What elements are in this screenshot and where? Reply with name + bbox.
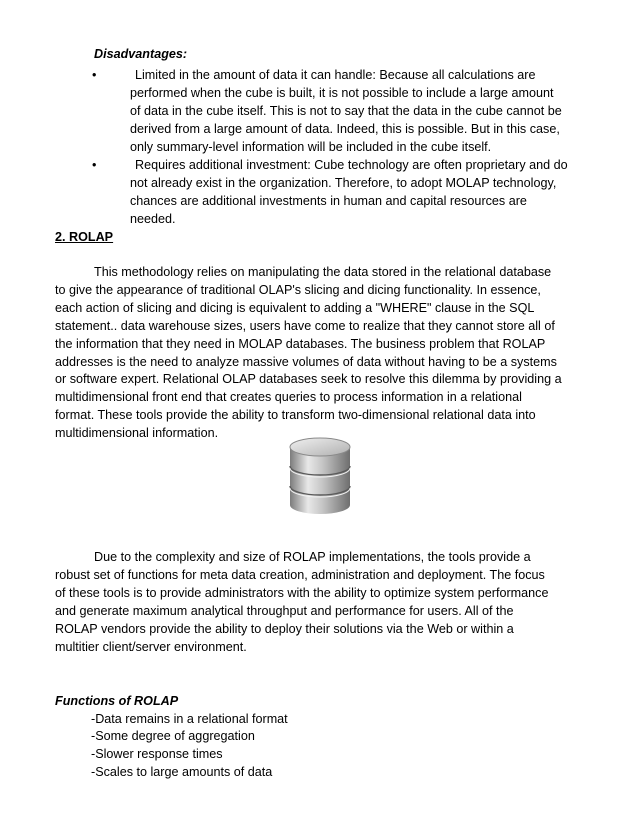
bullet1-line: of data in the cube itself. This is not to say that the data in the cube cannot be xyxy=(130,104,562,118)
database-icon xyxy=(287,437,353,517)
list-item: -Slower response times xyxy=(91,747,223,761)
bullet2-line: not already exist in the organization. Therefore, to adopt MOLAP technology, xyxy=(130,176,557,190)
bullet2-line: chances are additional investments in human and capital resources are xyxy=(130,194,527,208)
bullet1-line: derived from a large amount of data. Indeed, this is possible. But in this case, xyxy=(130,122,560,136)
paragraph-line: ROLAP vendors provide the ability to deploy their solutions via the Web or within a xyxy=(55,622,514,636)
paragraph-line: This methodology relies on manipulating the data stored in the relational database xyxy=(94,265,552,279)
rolap-heading: 2. ROLAP xyxy=(55,230,114,244)
paragraph-line: the information that they need in MOLAP databases. The business problem that ROLAP xyxy=(55,337,546,351)
list-item: -Scales to large amounts of data xyxy=(91,765,273,779)
paragraph-line: or software expert. Relational OLAP databases seek to resolve this dilemma by providing a xyxy=(55,372,562,386)
paragraph-line: of these tools is to provide administrators with the ability to optimize system performance xyxy=(55,586,549,600)
paragraph-line: robust set of functions for meta data creation, administration and deployment. The focus xyxy=(55,568,545,582)
paragraph-line: statement.. data warehouse sizes, users have come to realize that they cannot store all of xyxy=(55,319,555,333)
functions-heading: Functions of ROLAP xyxy=(55,694,179,708)
bullet-marker: • xyxy=(92,158,97,172)
list-item: -Data remains in a relational format xyxy=(91,712,288,726)
paragraph-line: multidimensional information. xyxy=(55,426,219,440)
paragraph-line: multitier client/server environment. xyxy=(55,640,247,654)
bullet1-line: Limited in the amount of data it can handle: Because all calculations are xyxy=(135,68,536,82)
paragraph-line: each action of slicing and dicing is equivalent to adding a "WHERE" clause in the SQL xyxy=(55,301,535,315)
bullet1-line: performed when the cube is built, it is not possible to include a large amount xyxy=(130,86,554,100)
paragraph-line: and generate maximum analytical throughput and performance for users. All of the xyxy=(55,604,514,618)
paragraph-line: addresses is the need to analyze massive volumes of data without having to be a systems xyxy=(55,355,557,369)
paragraph-line: format. These tools provide the ability to transform two-dimensional relational data into xyxy=(55,408,536,422)
bullet2-line: Requires additional investment: Cube technology are often proprietary and do xyxy=(135,158,568,172)
bullet1-line: only summary-level information will be included in the cube itself. xyxy=(130,140,492,154)
paragraph-line: multidimensional front end that creates queries to process information in a relational xyxy=(55,390,522,404)
bullet2-line: needed. xyxy=(130,212,176,226)
list-item: -Some degree of aggregation xyxy=(91,729,255,743)
paragraph-line: to give the appearance of traditional OLAP's slicing and dicing functionality. In essence, xyxy=(55,283,541,297)
disadvantages-heading: Disadvantages: xyxy=(94,47,188,61)
bullet-marker: • xyxy=(92,68,97,82)
paragraph-line: Due to the complexity and size of ROLAP implementations, the tools provide a xyxy=(94,550,531,564)
